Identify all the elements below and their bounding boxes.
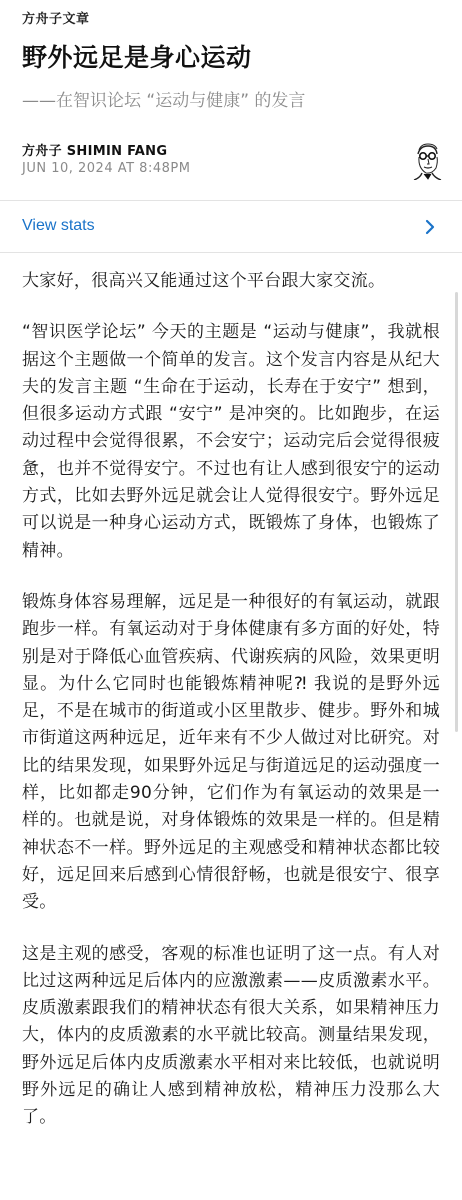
- article-title: 野外远足是身心运动: [22, 43, 252, 72]
- publication-name[interactable]: 方舟子文章: [22, 12, 90, 27]
- publish-date: JUN 10, 2024 AT 8:48PM: [22, 161, 191, 176]
- view-stats-row[interactable]: [0, 201, 462, 252]
- author-portrait-icon: [408, 140, 444, 180]
- article-paragraph: 这是主观的感受，客观的标准也证明了这一点。有人对比过这两种远足后体内的应激激素——皮质激素水平。皮质激素跟我们的精神状态有很大关系，如果精神压力大，体内的皮质激素的水平就比较高。测量结果发现，野外远足后体内皮质激素水平相对来比较低，也就说明野外远足的确让人感到精神放松，精神压力没那么大了。: [22, 943, 440, 1128]
- view-stats-link[interactable]: View stats: [22, 217, 95, 234]
- scrollbar[interactable]: [455, 292, 458, 732]
- article-paragraph: 大家好，很高兴又能通过这个平台跟大家交流。: [22, 271, 386, 291]
- article-paragraph: 锻炼身体容易理解，远足是一种很好的有氧运动，就跟跑步一样。有氧运动对于身体健康有多方面的好处，特别是对于降低心血管疾病、代谢疾病的风险，效果更明显。为什么它同时也能锻炼精神呢⁈ 我说的是野外远足，不是在城市的街道或小区里散步、健步。野外和城市街道这两种远足，近年来有不少人做过对比研究。对比的结果发现，如果野外远足与街道远足的运动强度一样，比如都走90分钟，它们作为有氧运动的效果是一样的。也就是说，对身体锻炼的效果是一样的。但是精神状态不一样。野外远足的主观感受和精神状态都比较好，远足回来后感到心情很舒畅，也就是很安宁、很享受。: [22, 591, 440, 913]
- chevron-right-icon[interactable]: [424, 219, 436, 235]
- divider: [0, 252, 462, 253]
- article-subtitle: ——在智识论坛 “运动与健康” 的发言: [22, 91, 306, 111]
- article-body: [22, 268, 440, 1156]
- author-avatar[interactable]: [408, 140, 444, 180]
- article-paragraph: “智识医学论坛” 今天的主题是 “运动与健康”，我就根据这个主题做一个简单的发言。这个发言内容是从纪大夫的发言主题 “生命在于运动，长寿在于安宁” 想到，但很多运动方式跟 “安宁” 是冲突的。比如跑步，在运动过程中会觉得很累，不会安宁；运动完后会觉得很疲惫，也并不觉得安宁。不过也有让人感到很安宁的运动方式，比如去野外远足就会让人觉得很安宁。野外远足可以说是一种身心运动方式，既锻炼了身体，也锻炼了精神。: [22, 322, 440, 561]
- author-name[interactable]: 方舟子 SHIMIN FANG: [22, 144, 168, 159]
